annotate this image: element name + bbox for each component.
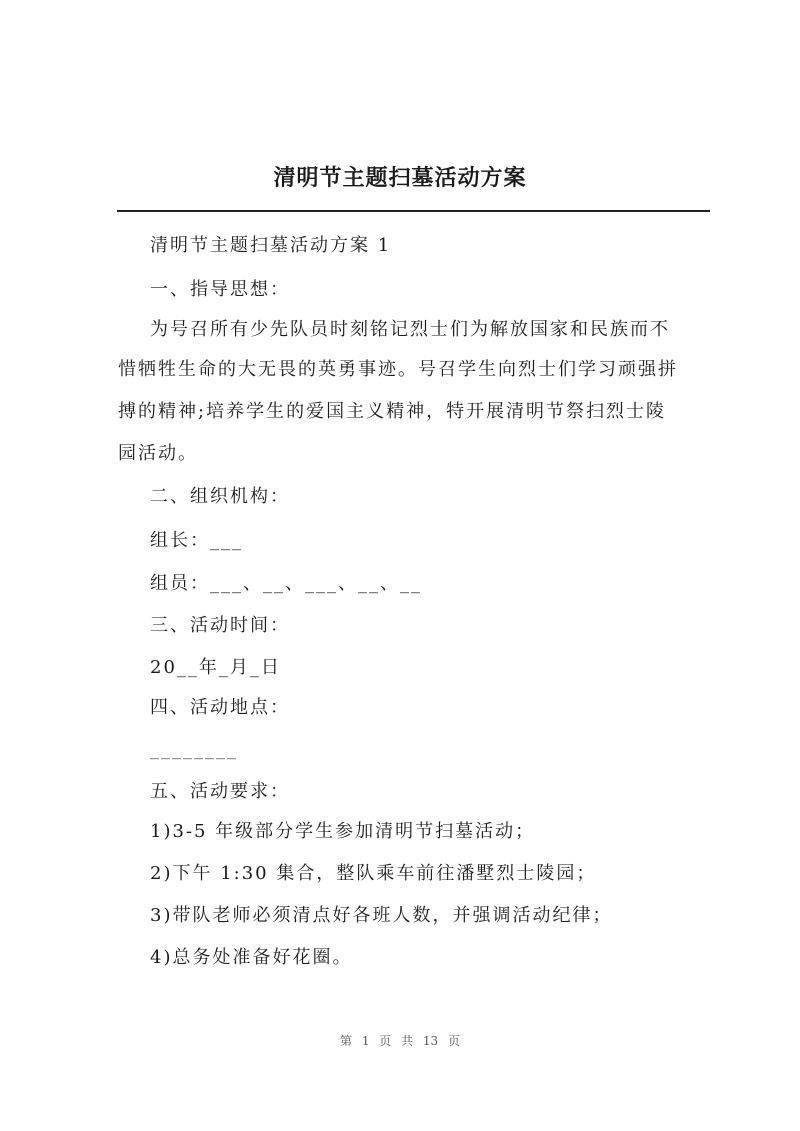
page-footer: 第 1 页 共 13 页	[340, 1034, 460, 1048]
requirement-item: 4)总务处准备好花圈。	[150, 947, 353, 968]
section-heading-time: 三、活动时间：	[150, 615, 290, 636]
section-heading-requirements: 五、活动要求：	[150, 781, 290, 802]
paragraph-line: 为号召所有少先队员时刻铭记烈士们为解放国家和民族而不	[150, 319, 670, 340]
document-subtitle: 清明节主题扫墓活动方案 1	[150, 235, 392, 256]
paragraph-line: 园活动。	[118, 443, 198, 464]
title-divider	[117, 210, 710, 212]
leader-line: 组长：___	[150, 530, 243, 551]
requirement-item: 2)下午 1:30 集合，整队乘车前往潘墅烈士陵园；	[150, 863, 597, 884]
date-line: 20__年_月_日	[150, 657, 281, 678]
page-title: 清明节主题扫墓活动方案	[273, 165, 527, 191]
paragraph-line: 搏的精神;培养学生的爱国主义精神，特开展清明节祭扫烈士陵	[118, 401, 667, 422]
members-line: 组员：___、__、___、__、__	[150, 573, 422, 594]
section-heading-location: 四、活动地点：	[150, 697, 290, 718]
section-heading-organization: 二、组织机构：	[150, 486, 290, 507]
location-blank-line: ________	[150, 739, 238, 760]
requirement-item: 1)3-5 年级部分学生参加清明节扫墓活动；	[150, 821, 536, 842]
paragraph-line: 惜牺牲生命的大无畏的英勇事迹。号召学生向烈士们学习顽强拼	[118, 359, 678, 380]
requirement-item: 3)带队老师必须清点好各班人数，并强调活动纪律；	[150, 905, 613, 926]
section-heading-guiding-ideology: 一、指导思想：	[150, 279, 290, 300]
